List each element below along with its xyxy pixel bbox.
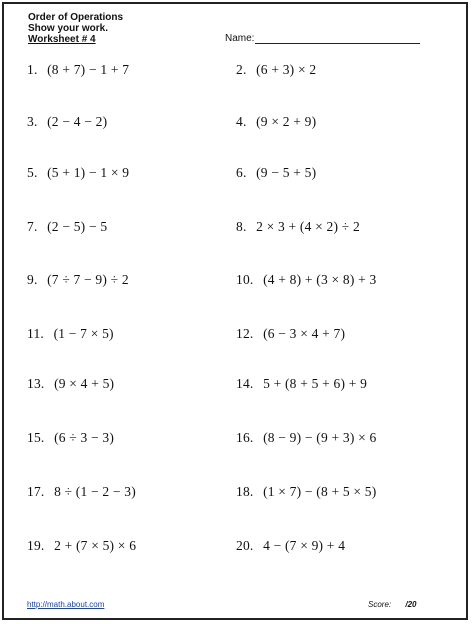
problem-3 xyxy=(27,114,107,130)
problem-number: 4. xyxy=(236,114,247,129)
problem-number: 17. xyxy=(27,484,45,499)
problem-13 xyxy=(27,376,114,392)
problem-15 xyxy=(27,430,114,446)
problem-expression: (6 + 3) × 2 xyxy=(256,62,317,77)
problem-number: 14. xyxy=(236,376,254,391)
problem-2 xyxy=(236,62,316,78)
problem-number: 19. xyxy=(27,538,45,553)
problem-14 xyxy=(236,376,367,392)
score-label: Score: xyxy=(368,600,392,609)
problem-expression: 2 + (7 × 5) × 6 xyxy=(54,538,137,553)
worksheet-page xyxy=(2,2,468,620)
problem-20 xyxy=(236,538,345,554)
problem-1 xyxy=(27,62,129,78)
problem-12 xyxy=(236,326,345,342)
problem-expression: (2 − 5) − 5 xyxy=(47,219,108,234)
problem-7 xyxy=(27,219,107,235)
problem-number: 12. xyxy=(236,326,254,341)
name-field xyxy=(225,33,420,44)
worksheet-instructions: Show your work. xyxy=(28,23,109,34)
problem-number: 10. xyxy=(236,272,254,287)
problem-10 xyxy=(236,272,376,288)
name-blank-line xyxy=(255,33,420,44)
problem-expression: (1 − 7 × 5) xyxy=(53,326,114,341)
problem-expression: (4 + 8) + (3 × 8) + 3 xyxy=(263,272,377,287)
problem-expression: (6 − 3 × 4 + 7) xyxy=(263,326,346,341)
problem-number: 13. xyxy=(27,376,45,391)
problem-expression: (6 ÷ 3 − 3) xyxy=(54,430,115,445)
problem-expression: 5 + (8 + 5 + 6) + 9 xyxy=(263,376,368,391)
problem-17 xyxy=(27,484,136,500)
problem-number: 16. xyxy=(236,430,254,445)
problem-number: 6. xyxy=(236,165,247,180)
problem-expression: (9 × 4 + 5) xyxy=(54,376,115,391)
problem-number: 3. xyxy=(27,114,38,129)
name-label: Name: xyxy=(225,33,255,44)
problem-4 xyxy=(236,114,316,130)
problem-number: 9. xyxy=(27,272,38,287)
problem-11 xyxy=(27,326,114,342)
score-total: /20 xyxy=(405,600,417,609)
problem-expression: 2 × 3 + (4 × 2) ÷ 2 xyxy=(256,219,360,234)
problem-number: 8. xyxy=(236,219,247,234)
problem-number: 20. xyxy=(236,538,254,553)
problem-expression: (1 × 7) − (8 + 5 × 5) xyxy=(263,484,377,499)
problem-expression: 8 ÷ (1 − 2 − 3) xyxy=(54,484,136,499)
problem-number: 18. xyxy=(236,484,254,499)
problem-expression: (9 × 2 + 9) xyxy=(256,114,317,129)
problem-number: 7. xyxy=(27,219,38,234)
problem-number: 15. xyxy=(27,430,45,445)
problem-number: 11. xyxy=(27,326,44,341)
problem-expression: (9 − 5 + 5) xyxy=(256,165,317,180)
problem-expression: (5 + 1) − 1 × 9 xyxy=(47,165,130,180)
problem-number: 5. xyxy=(27,165,38,180)
source-link[interactable]: http://math.about.com xyxy=(27,600,105,609)
problem-5 xyxy=(27,165,129,181)
problem-9 xyxy=(27,272,129,288)
worksheet-title: Order of Operations xyxy=(28,12,124,23)
problem-expression: (7 ÷ 7 − 9) ÷ 2 xyxy=(47,272,129,287)
worksheet-header xyxy=(28,12,123,45)
problem-expression: (8 + 7) − 1 + 7 xyxy=(47,62,130,77)
problem-8 xyxy=(236,219,360,235)
problem-expression: (2 − 4 − 2) xyxy=(47,114,108,129)
problem-19 xyxy=(27,538,136,554)
problem-expression: 4 − (7 × 9) + 4 xyxy=(263,538,346,553)
problem-6 xyxy=(236,165,316,181)
problem-16 xyxy=(236,430,376,446)
worksheet-number: Worksheet # 4 xyxy=(28,34,96,45)
problem-expression: (8 − 9) − (9 + 3) × 6 xyxy=(263,430,377,445)
problem-number: 1. xyxy=(27,62,38,77)
problem-18 xyxy=(236,484,376,500)
score-field xyxy=(368,600,416,609)
problem-number: 2. xyxy=(236,62,247,77)
